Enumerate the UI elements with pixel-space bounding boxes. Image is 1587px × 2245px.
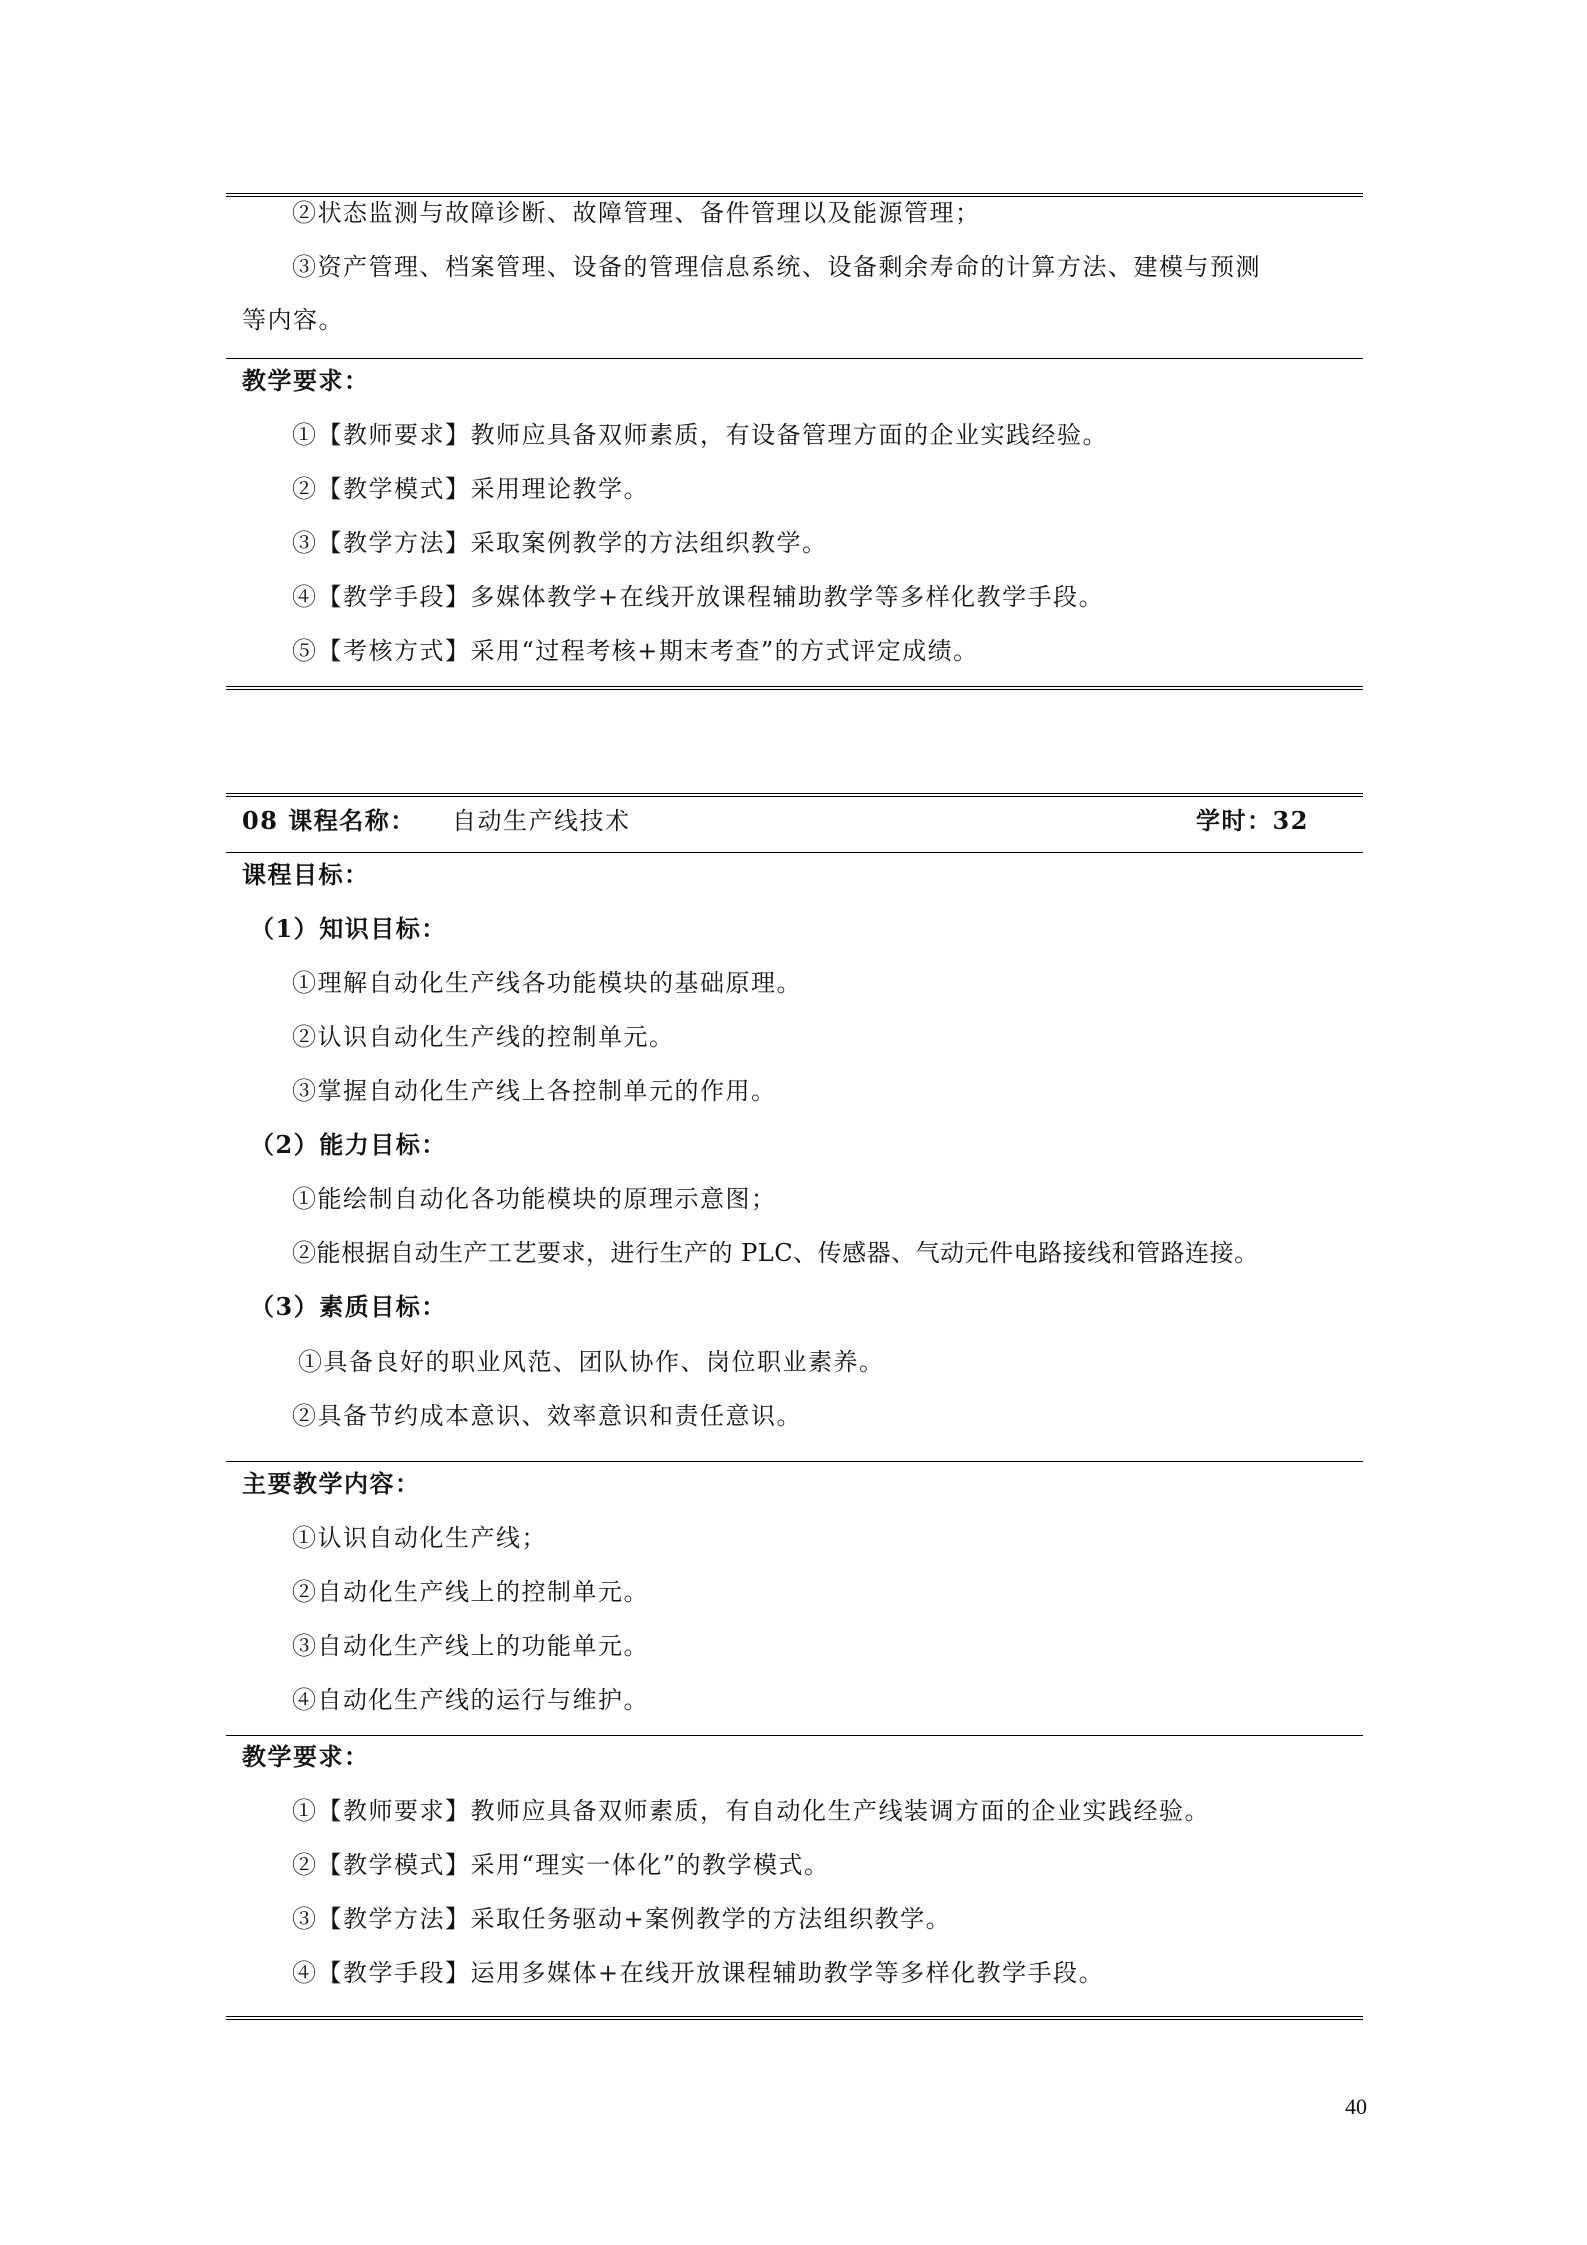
goals-heading: 课程目标： [242,860,370,889]
requirement-item: ④【教学手段】多媒体教学+在线开放课程辅助教学等多样化教学手段。 [292,583,1105,611]
requirement-item: ①【教师要求】教师应具备双师素质，有设备管理方面的企业实践经验。 [292,421,1108,449]
page-number: 40 [1345,2094,1367,2119]
knowledge-item: ①理解自动化生产线各功能模块的基础原理。 [292,969,802,997]
course-number-label: 08 课程名称： [242,806,416,835]
knowledge-item: ②认识自动化生产线的控制单元。 [292,1023,675,1051]
table-top-border [226,793,1363,797]
knowledge-item: ③掌握自动化生产线上各控制单元的作用。 [292,1077,777,1105]
quality-heading: （3）素质目标： [250,1292,447,1321]
knowledge-heading: （1）知识目标： [250,914,447,943]
requirement-item: ③【教学方法】采取案例教学的方法组织教学。 [292,529,828,557]
requirements-heading: 教学要求： [242,366,370,395]
requirement-item: ③【教学方法】采取任务驱动+案例教学的方法组织教学。 [292,1905,952,1933]
requirement-item: ②【教学模式】采用理论教学。 [292,475,649,503]
table-bottom-border [226,2016,1363,2020]
table-bottom-border [226,686,1363,690]
requirement-item: ①【教师要求】教师应具备双师素质，有自动化生产线装调方面的企业实践经验。 [292,1797,1210,1825]
content-line: 等内容。 [242,306,344,334]
content-item: ③自动化生产线上的功能单元。 [292,1632,649,1660]
requirement-item: ②【教学模式】采用“理实一体化”的教学模式。 [292,1851,830,1879]
content-heading: 主要教学内容： [242,1469,421,1498]
requirement-item: ④【教学手段】运用多媒体+在线开放课程辅助教学等多样化教学手段。 [292,1959,1105,1987]
requirements-heading: 教学要求： [242,1742,370,1771]
row-divider [226,1735,1363,1736]
content-line: ③资产管理、档案管理、设备的管理信息系统、设备剩余寿命的计算方法、建模与预测 [292,253,1261,281]
quality-item: ①具备良好的职业风范、团队协作、岗位职业素养。 [298,1348,885,1376]
content-item: ④自动化生产线的运行与维护。 [292,1686,649,1714]
course-hours: 学时：32 [1196,806,1309,835]
row-divider [226,358,1363,359]
ability-item: ②能根据自动生产工艺要求，进行生产的 PLC、传感器、气动元件电路接线和管路连接。 [292,1239,1259,1267]
row-divider [226,852,1363,853]
ability-item: ①能绘制自动化各功能模块的原理示意图； [292,1185,777,1213]
quality-item: ②具备节约成本意识、效率意识和责任意识。 [292,1402,802,1430]
table-top-border [226,193,1363,197]
content-item: ②自动化生产线上的控制单元。 [292,1578,649,1606]
ability-heading: （2）能力目标： [250,1130,447,1159]
requirement-item: ⑤【考核方式】采用“过程考核+期末考查”的方式评定成绩。 [292,637,979,665]
content-item: ①认识自动化生产线； [292,1524,547,1552]
content-line: ②状态监测与故障诊断、故障管理、备件管理以及能源管理； [292,199,981,227]
row-divider [226,1461,1363,1462]
course-name: 自动生产线技术 [452,807,631,835]
